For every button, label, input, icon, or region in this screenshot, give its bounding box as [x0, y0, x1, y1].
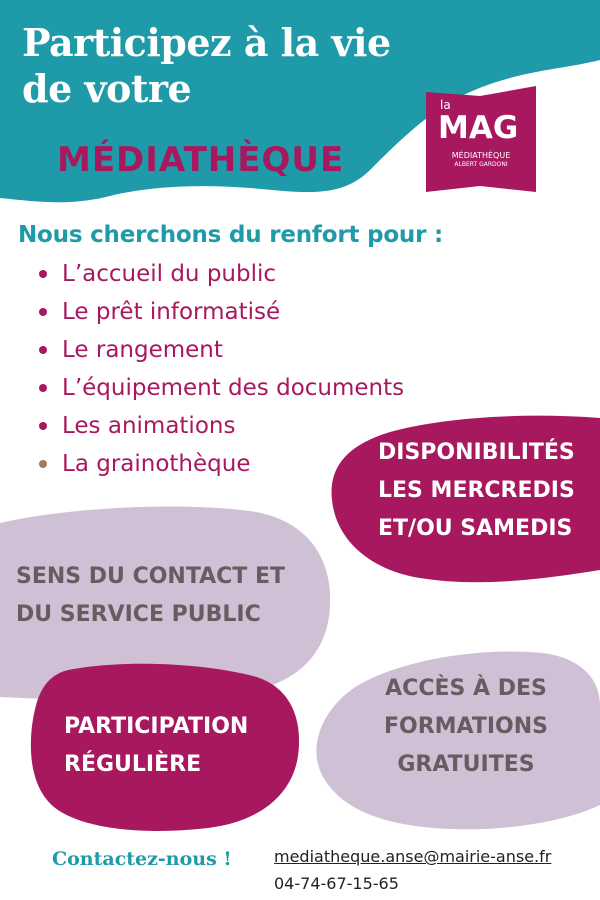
contact-line: DU SERVICE PUBLIC: [16, 602, 261, 627]
contact-text: [16, 558, 285, 634]
bullet-icon: [39, 308, 47, 316]
logo-small-text: la: [440, 98, 451, 112]
bullet-icon: [39, 346, 47, 354]
bullet-icon: [39, 270, 47, 278]
page-title: [22, 20, 391, 112]
email-link[interactable]: mediatheque.anse@mairie-anse.fr: [274, 847, 552, 866]
task-label: La grainothèque: [62, 451, 251, 477]
title-accent: MÉDIATHÈQUE: [57, 140, 345, 180]
training-line: GRATUITES: [397, 752, 535, 777]
availability-line: DISPONIBILITÉS: [378, 440, 575, 465]
task-label: L’accueil du public: [62, 261, 277, 287]
training-text: [366, 670, 566, 784]
logo-subtitle-2: ALBERT GARDONI: [454, 161, 508, 168]
tasks-heading: Nous cherchons du renfort pour :: [18, 222, 444, 248]
training-line: FORMATIONS: [383, 714, 549, 739]
task-item: [38, 258, 404, 296]
phone-number: 04-74-67-15-65: [274, 874, 399, 893]
mag-logo: [422, 82, 540, 194]
title-line-2: de votre: [22, 66, 192, 111]
training-line: ACCÈS À DES: [385, 676, 547, 701]
task-item: [38, 372, 404, 410]
contact-call-to-action: Contactez-nous !: [52, 848, 232, 870]
task-label: Les animations: [62, 413, 236, 439]
task-label: Le rangement: [62, 337, 223, 363]
participation-text: [64, 708, 248, 784]
logo-subtitle-1: MÉDIATHÈQUE: [451, 151, 511, 160]
availability-text: [378, 434, 575, 548]
bullet-icon: [39, 384, 47, 392]
participation-line: RÉGULIÈRE: [64, 752, 202, 777]
bullet-icon: [39, 422, 47, 430]
logo-main-text: MAG: [438, 110, 519, 146]
contact-line: SENS DU CONTACT ET: [16, 564, 286, 589]
task-label: L’équipement des documents: [62, 375, 405, 401]
bullet-icon: [39, 460, 47, 468]
availability-line: ET/OU SAMEDIS: [378, 516, 573, 541]
participation-line: PARTICIPATION: [64, 714, 249, 739]
task-item: [38, 296, 404, 334]
title-line-1: Participez à la vie: [22, 20, 391, 65]
task-label: Le prêt informatisé: [62, 299, 281, 325]
availability-line: LES MERCREDIS: [378, 478, 575, 503]
task-item: [38, 334, 404, 372]
